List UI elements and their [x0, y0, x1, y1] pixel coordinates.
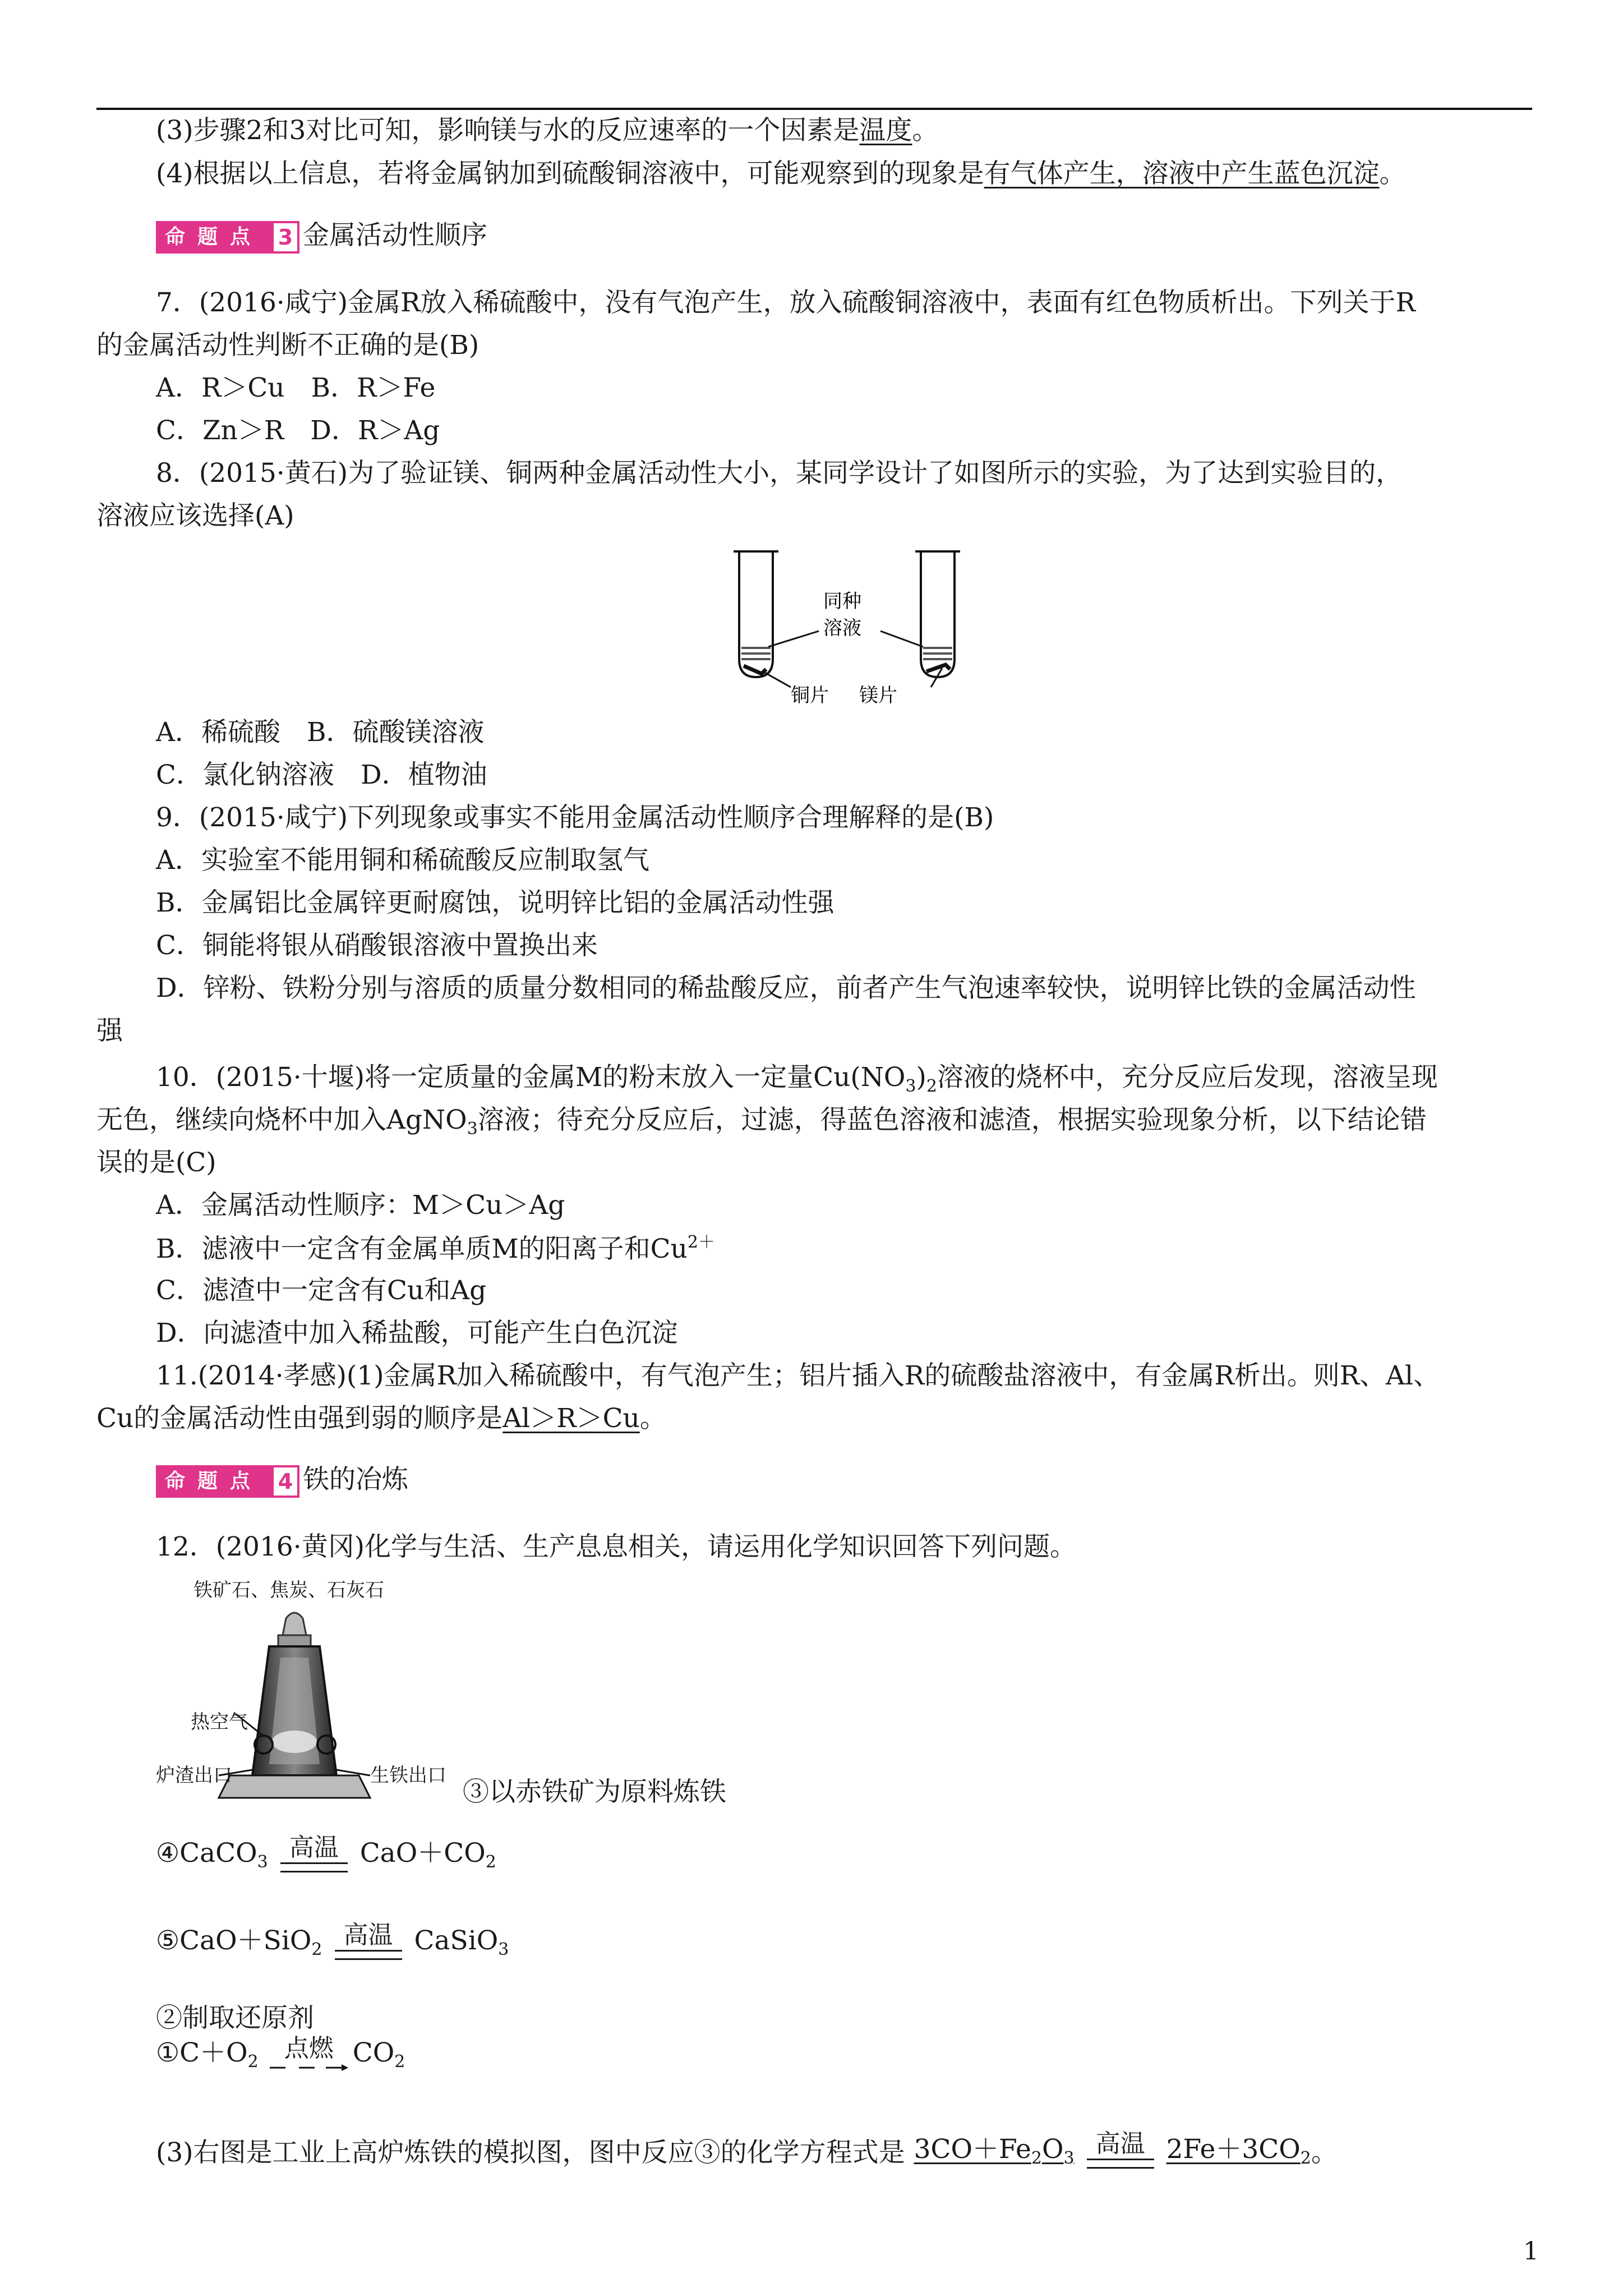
topic-badge: 命题点 4	[156, 1465, 299, 1498]
q7-stem: 7．(2016·咸宁)金属R放入稀硫酸中，没有气泡产生，放入硫酸铜溶液中，表面有红色物质析出。下列关于R	[156, 287, 1415, 318]
q10-option-b: B．滤液中一定含有金属单质M的阳离子和$Cu^{2+}$	[156, 1232, 715, 1264]
q12-stem: 12．(2016·黄冈)化学与生活、生产息息相关，请运用化学知识回答下列问题。	[156, 1531, 1077, 1562]
answer: 有气体产生，溶液中产生蓝色沉淀	[984, 158, 1380, 189]
answer: 温度	[859, 115, 912, 146]
q12-step2: ②制取还原剂	[156, 2003, 314, 2033]
reaction-condition: 高温	[280, 1835, 348, 1872]
page-number: 1	[1523, 2237, 1539, 2266]
fig-label-copper: 铜片	[791, 684, 829, 707]
q8-stem-cont: 溶液应该选择(A)	[96, 500, 294, 531]
q7-options-ab: A．R＞Cu B．R＞Fe	[156, 372, 436, 403]
q8-options-cd: C．氯化钠溶液 D．植物油	[156, 760, 487, 790]
q12-step3: ③以赤铁矿为原料炼铁	[463, 1777, 726, 1807]
q10-stem-cont: 无色，继续向烧杯中加入AgNO$_3$溶液；待充分反应后，过滤，得蓝色溶液和滤渣，根据实验现象分析，以下结论错	[96, 1105, 1427, 1139]
q7-stem-cont: 的金属活动性判断不正确的是(B)	[96, 330, 479, 361]
answer: $3CO+Fe_2O_3$	[914, 2134, 1075, 2168]
equation-4: ④CaCO$_3$ 高温 $CaO+CO_2$	[156, 1833, 496, 1872]
q9-option-d-cont: 强	[96, 1015, 123, 1046]
q9-option-c: C．铜能将银从硝酸银溶液中置换出来	[156, 930, 598, 961]
q12-part3: (3)右图是工业上高炉炼铁的模拟图，图中反应③的化学方程式是 $3CO+Fe_2O_3$ 高温 $2Fe+3CO_2$ 。	[156, 2129, 1338, 2168]
reaction-condition: 高温	[1087, 2132, 1154, 2169]
furnace-label-slag: 炉渣出口	[156, 1764, 232, 1787]
q10-stem-end: 误的是(C)	[96, 1147, 216, 1178]
equation-5: ⑤CaO＋SiO$_2$ 高温 CaSiO$_3$	[156, 1921, 509, 1959]
reaction-condition: 点燃	[270, 2036, 348, 2072]
fig-label-same: 同种	[823, 590, 861, 613]
q7-options-cd: C．Zn＞R D．R＞Ag	[156, 415, 440, 446]
answer: $2Fe+3CO_2$	[1166, 2134, 1311, 2168]
q10-stem: 10．(2015·十堰)将一定质量的金属M的粉末放入一定量$Cu(NO_3)_2$溶液的烧杯中，充分反应后发现，溶液呈现	[156, 1062, 1438, 1096]
q6-part3: (3)步骤2和3对比可知，影响镁与水的反应速率的一个因素是温度。	[156, 115, 939, 146]
q9-option-b: B．金属铝比金属锌更耐腐蚀，说明锌比铝的金属活动性强	[156, 887, 834, 918]
q10-option-a: A．金属活动性顺序：M＞Cu＞Ag	[156, 1190, 565, 1221]
answer: Al＞R＞Cu	[502, 1403, 640, 1434]
q11-stem-cont: Cu的金属活动性由强到弱的顺序是Al＞R＞Cu。	[96, 1403, 666, 1434]
q9-option-a: A．实验室不能用铜和稀硫酸反应制取氢气	[156, 845, 649, 876]
fig-label-magnesium: 镁片	[859, 684, 897, 707]
topic-badge: 命题点 3	[156, 221, 299, 254]
section-heading-3: 命题点 3 金属活动性顺序	[156, 220, 487, 254]
section-heading-4: 命题点 4 铁的冶炼	[156, 1464, 408, 1498]
test-tube-figure	[729, 547, 976, 710]
q8-options-ab: A．稀硫酸 B．硫酸镁溶液	[156, 717, 485, 748]
q6-part4: (4)根据以上信息，若将金属钠加到硫酸铜溶液中，可能观察到的现象是有气体产生，溶液中产生蓝色沉淀。	[156, 158, 1406, 189]
fig-label-solution: 溶液	[823, 617, 861, 639]
furnace-label-top: 铁矿石、焦炭、石灰石	[193, 1579, 384, 1602]
q9-stem: 9．(2015·咸宁)下列现象或事实不能用金属活动性顺序合理解释的是(B)	[156, 802, 994, 833]
reaction-condition: 高温	[335, 1923, 402, 1960]
q10-option-d: D．向滤渣中加入稀盐酸，可能产生白色沉淀	[156, 1318, 678, 1349]
furnace-label-iron: 生铁出口	[370, 1764, 446, 1787]
q8-stem: 8．(2015·黄石)为了验证镁、铜两种金属活动性大小，某同学设计了如图所示的实验，为了达到实验目的，	[156, 458, 1403, 489]
furnace-label-air: 热空气	[191, 1711, 248, 1733]
q9-option-d: D．锌粉、铁粉分别与溶质的质量分数相同的稀盐酸反应，前者产生气泡速率较快，说明锌比铁的金属活动性	[156, 973, 1416, 1004]
equation-1: $①C+O_2$ 点燃 $CO_2$	[156, 2034, 405, 2072]
header-rule	[96, 108, 1532, 110]
q10-option-c: C．滤渣中一定含有Cu和Ag	[156, 1275, 487, 1306]
q11-stem: 11.(2014·孝感)(1)金属R加入稀硫酸中，有气泡产生；铝片插入R的硫酸盐溶液中，有金属R析出。则R、Al、	[156, 1360, 1440, 1391]
